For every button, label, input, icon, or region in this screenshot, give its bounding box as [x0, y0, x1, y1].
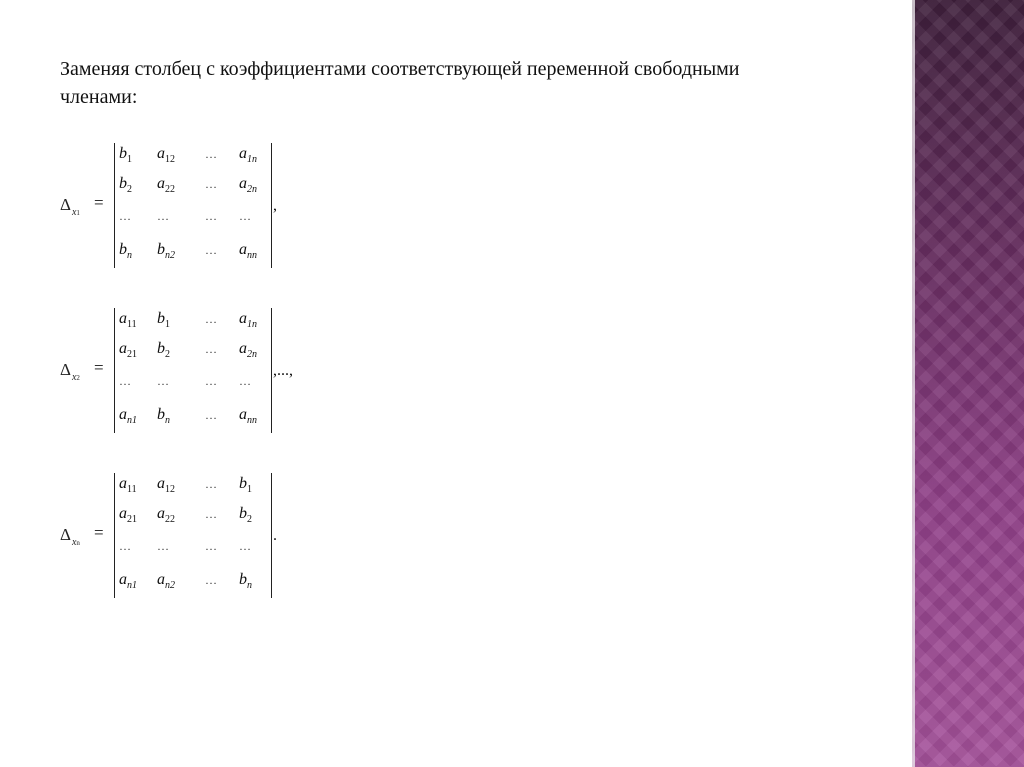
- delta-symbol: [60, 525, 80, 548]
- matrix-cell: [205, 406, 218, 424]
- matrix-index: 2: [127, 184, 132, 195]
- determinant-matrix: [114, 143, 272, 268]
- matrix-cell: [239, 505, 252, 523]
- matrix-index: n: [127, 250, 132, 261]
- matrix-cell: [239, 310, 257, 328]
- matrix-symbol: a: [239, 310, 247, 327]
- matrix-index: 2n: [247, 184, 257, 195]
- matrix-cell: [205, 310, 218, 328]
- ellipsis-glyph: …: [157, 374, 170, 388]
- matrix-cell: [157, 406, 170, 424]
- matrix-cell: [205, 145, 218, 163]
- ellipsis-glyph: …: [205, 342, 218, 356]
- matrix-cell: [205, 175, 218, 193]
- matrix-cell: [239, 175, 257, 193]
- ellipsis-glyph: …: [239, 374, 252, 388]
- matrix-cell: [119, 475, 137, 493]
- matrix-cell: [239, 241, 257, 259]
- matrix-index: 1: [127, 154, 132, 165]
- ellipsis-glyph: …: [205, 374, 218, 388]
- matrix-symbol: b: [119, 175, 127, 192]
- matrix-index: n1: [127, 415, 137, 426]
- matrix-cell: [239, 475, 252, 493]
- matrix-symbol: a: [119, 571, 127, 588]
- ellipsis-glyph: …: [205, 243, 218, 257]
- matrix-symbol: b: [157, 340, 165, 357]
- matrix-index: 2n: [247, 349, 257, 360]
- matrix-symbol: b: [157, 310, 165, 327]
- matrix-cell: [119, 310, 137, 328]
- matrix-cell: [157, 571, 175, 589]
- matrix-cell: [205, 475, 218, 493]
- delta-subscript: [72, 207, 80, 218]
- determinant-equation-1: [60, 143, 360, 271]
- matrix-index: 2: [247, 514, 252, 525]
- determinant-equation-2: [60, 308, 360, 436]
- delta-subscript: [72, 372, 80, 383]
- matrix-cell: [119, 505, 137, 523]
- delta-symbol: [60, 195, 80, 218]
- matrix-index: 1: [165, 319, 170, 330]
- matrix-symbol: b: [239, 571, 247, 588]
- matrix-symbol: a: [239, 241, 247, 258]
- matrix-cell: [239, 406, 257, 424]
- matrix-symbol: a: [157, 505, 165, 522]
- equals-sign: =: [94, 523, 104, 542]
- matrix-cell: [205, 505, 218, 523]
- equals-sign: =: [94, 358, 104, 377]
- matrix-cell: [205, 241, 218, 259]
- matrix-cell: [239, 207, 252, 225]
- matrix-cell: [205, 340, 218, 358]
- matrix-cell: [157, 340, 170, 358]
- matrix-index: 1n: [247, 154, 257, 165]
- matrix-index: n1: [127, 580, 137, 591]
- matrix-symbol: b: [239, 475, 247, 492]
- matrix-cell: [119, 571, 137, 589]
- matrix-index: 21: [127, 514, 137, 525]
- matrix-cell: [239, 537, 252, 555]
- determinant-equation-n: [60, 473, 360, 601]
- delta-subscript: [72, 537, 80, 548]
- matrix-cell: [205, 537, 218, 555]
- matrix-cell: [119, 406, 137, 424]
- matrix-cell: [205, 207, 218, 225]
- matrix-cell: [157, 310, 170, 328]
- ellipsis-glyph: …: [119, 374, 132, 388]
- matrix-symbol: a: [119, 505, 127, 522]
- delta-subscript-var: x: [71, 537, 77, 548]
- determinant-matrix: [114, 308, 272, 433]
- ellipsis-glyph: …: [205, 507, 218, 521]
- ellipsis-glyph: …: [119, 209, 132, 223]
- matrix-symbol: b: [119, 145, 127, 162]
- ellipsis-glyph: …: [205, 312, 218, 326]
- matrix-cell: [157, 372, 170, 390]
- delta-glyph: Δ: [60, 195, 71, 214]
- matrix-symbol: a: [239, 145, 247, 162]
- ellipsis-glyph: …: [205, 477, 218, 491]
- delta-subscript-index: 1: [76, 209, 80, 217]
- matrix-cell: [239, 145, 257, 163]
- matrix-index: n2: [165, 580, 175, 591]
- matrix-index: 11: [127, 484, 137, 495]
- ellipsis-glyph: …: [205, 177, 218, 191]
- delta-symbol: [60, 360, 80, 383]
- matrix-cell: [157, 241, 175, 259]
- matrix-cell: [157, 145, 175, 163]
- trailing-punctuation: .: [273, 527, 277, 544]
- matrix-index: n2: [165, 250, 175, 261]
- matrix-symbol: b: [157, 241, 165, 258]
- matrix-index: n: [247, 580, 252, 591]
- matrix-index: 1n: [247, 319, 257, 330]
- ellipsis-glyph: …: [239, 539, 252, 553]
- delta-subscript-var: x: [71, 372, 77, 383]
- matrix-symbol: b: [157, 406, 165, 423]
- matrix-cell: [119, 175, 132, 193]
- matrix-index: 12: [165, 484, 175, 495]
- matrix-index: 2: [165, 349, 170, 360]
- matrix-symbol: a: [239, 406, 247, 423]
- matrix-index: 22: [165, 184, 175, 195]
- matrix-cell: [119, 241, 132, 259]
- ellipsis-glyph: …: [157, 209, 170, 223]
- matrix-cell: [119, 207, 132, 225]
- intro-text: Заменяя столбец с коэффициентами соответствующей переменной свободными членами:: [60, 58, 740, 108]
- decorative-side-stripe: [912, 0, 1024, 767]
- matrix-cell: [119, 372, 132, 390]
- ellipsis-glyph: …: [157, 539, 170, 553]
- matrix-symbol: a: [119, 406, 127, 423]
- matrix-symbol: a: [239, 175, 247, 192]
- matrix-symbol: a: [157, 175, 165, 192]
- ellipsis-glyph: …: [205, 539, 218, 553]
- matrix-cell: [205, 571, 218, 589]
- matrix-symbol: a: [119, 475, 127, 492]
- determinant-matrix: [114, 473, 272, 598]
- ellipsis-glyph: …: [119, 539, 132, 553]
- matrix-symbol: a: [157, 571, 165, 588]
- matrix-cell: [119, 340, 137, 358]
- matrix-symbol: b: [239, 505, 247, 522]
- ellipsis-glyph: …: [205, 147, 218, 161]
- matrix-index: nn: [247, 415, 257, 426]
- ellipsis-glyph: …: [239, 209, 252, 223]
- matrix-index: 21: [127, 349, 137, 360]
- matrix-cell: [239, 571, 252, 589]
- matrix-cell: [157, 175, 175, 193]
- matrix-index: nn: [247, 250, 257, 261]
- matrix-cell: [119, 537, 132, 555]
- matrix-cell: [157, 475, 175, 493]
- matrix-symbol: b: [119, 241, 127, 258]
- matrix-cell: [119, 145, 132, 163]
- ellipsis-glyph: …: [205, 209, 218, 223]
- matrix-cell: [205, 372, 218, 390]
- matrix-cell: [239, 340, 257, 358]
- matrix-cell: [239, 372, 252, 390]
- matrix-index: n: [165, 415, 170, 426]
- delta-subscript-index: n: [76, 539, 80, 547]
- delta-subscript-index: 2: [76, 374, 80, 382]
- delta-glyph: Δ: [60, 360, 71, 379]
- trailing-punctuation: ,...,: [273, 362, 293, 379]
- matrix-index: 1: [247, 484, 252, 495]
- trailing-punctuation: ,: [273, 197, 277, 214]
- equals-sign: =: [94, 193, 104, 212]
- delta-glyph: Δ: [60, 525, 71, 544]
- matrix-cell: [157, 505, 175, 523]
- matrix-symbol: a: [119, 340, 127, 357]
- matrix-symbol: a: [239, 340, 247, 357]
- matrix-symbol: a: [119, 310, 127, 327]
- matrix-cell: [157, 207, 170, 225]
- ellipsis-glyph: …: [205, 408, 218, 422]
- matrix-symbol: a: [157, 145, 165, 162]
- matrix-index: 11: [127, 319, 137, 330]
- matrix-cell: [157, 537, 170, 555]
- matrix-symbol: a: [157, 475, 165, 492]
- matrix-index: 12: [165, 154, 175, 165]
- delta-subscript-var: x: [71, 207, 77, 218]
- matrix-index: 22: [165, 514, 175, 525]
- ellipsis-glyph: …: [205, 573, 218, 587]
